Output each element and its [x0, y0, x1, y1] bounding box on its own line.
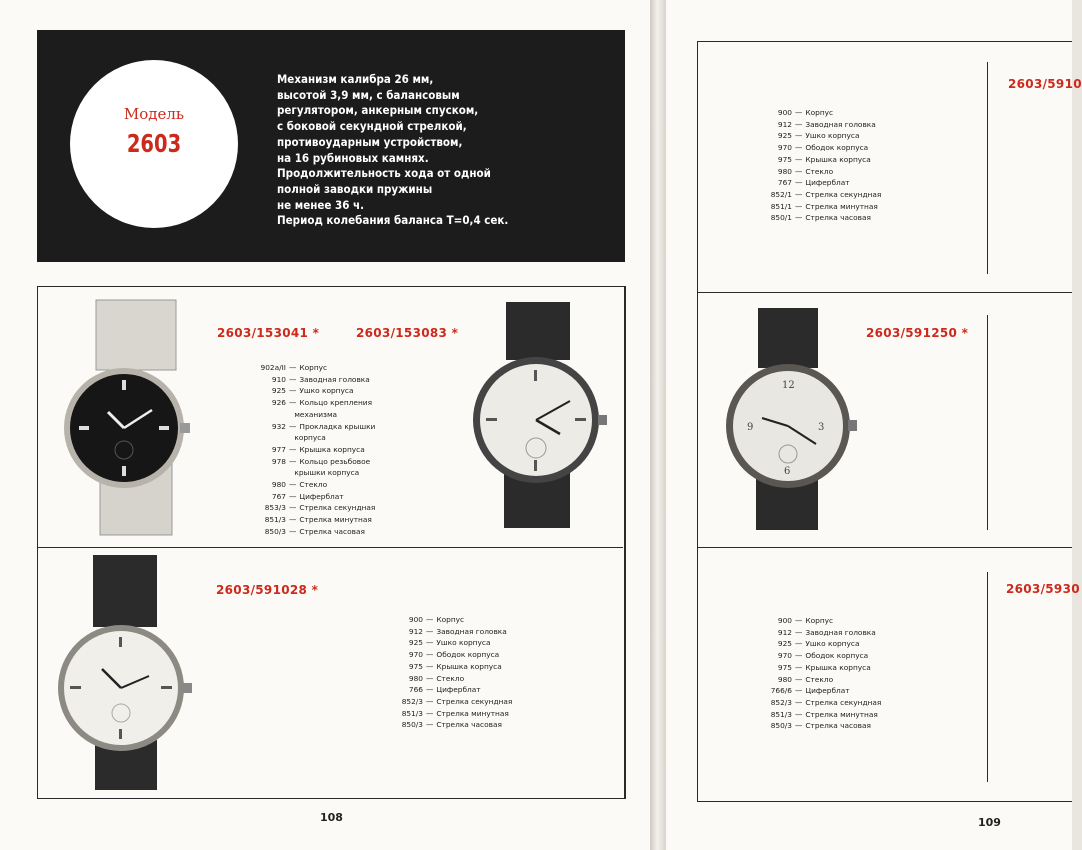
- watch-image-silver-dial: [55, 555, 197, 790]
- right-divider-1: [697, 292, 1072, 293]
- part-dash: —: [795, 697, 803, 707]
- part-name: Крышка корпуса: [436, 661, 502, 671]
- model-description: [277, 72, 577, 229]
- part-row: [393, 649, 512, 661]
- part-row: [762, 107, 881, 119]
- part-row: [256, 397, 375, 409]
- watch-code-5910: 2603/5910: [1008, 77, 1082, 91]
- part-row: [256, 409, 375, 421]
- part-dash: —: [795, 131, 803, 141]
- part-name: Стекло: [805, 674, 834, 684]
- part-row: [762, 212, 881, 224]
- part-name: Циферблат: [805, 178, 850, 188]
- right-frame-bottom: [697, 801, 1072, 802]
- part-name: Стрелка часовая: [805, 213, 871, 223]
- description-line: полной заводки пружины: [277, 181, 433, 196]
- part-number: 851/3: [264, 515, 286, 525]
- part-name: Ушко корпуса: [436, 638, 491, 648]
- part-number: 767: [271, 491, 286, 501]
- part-row: [393, 614, 512, 626]
- part-dash: —: [426, 638, 434, 648]
- part-row: [762, 685, 881, 697]
- part-row: [762, 177, 881, 189]
- part-number: 926: [271, 398, 286, 408]
- part-name: Стекло: [299, 480, 328, 490]
- part-dash: —: [289, 374, 297, 384]
- description-line: не менее 36 ч.: [277, 197, 365, 212]
- part-dash: —: [426, 661, 434, 671]
- description-line: регулятором, анкерным спуском,: [277, 103, 479, 118]
- part-name: Стекло: [805, 166, 834, 176]
- part-dash: —: [289, 386, 297, 396]
- part-dash: —: [289, 456, 297, 466]
- part-row: [256, 456, 375, 468]
- part-row: [256, 421, 375, 433]
- part-dash: —: [426, 708, 434, 718]
- part-dash: —: [289, 515, 297, 525]
- part-name: Стрелка минутная: [299, 515, 372, 525]
- part-name: Ушко корпуса: [805, 639, 860, 649]
- part-dash: [289, 409, 291, 421]
- svg-text:12: 12: [782, 380, 795, 391]
- part-row: [256, 491, 375, 503]
- part-name: Крышка корпуса: [299, 444, 365, 454]
- part-dash: —: [795, 143, 803, 153]
- right-frame-top: [697, 41, 1072, 42]
- part-row: [762, 650, 881, 662]
- part-number: [256, 432, 286, 444]
- part-number: 980: [271, 480, 286, 490]
- part-dash: —: [795, 201, 803, 211]
- part-number: 852/3: [401, 696, 423, 706]
- model-number: 2603: [126, 129, 182, 158]
- page-number-right: 109: [978, 816, 1001, 829]
- parts-list: [393, 614, 512, 731]
- part-name: Прокладка крышки: [299, 421, 376, 431]
- part-name: Стрелка секундная: [436, 696, 513, 706]
- part-row: [256, 374, 375, 386]
- part-dash: —: [795, 616, 803, 625]
- part-dash: —: [289, 480, 297, 490]
- part-number: 853/3: [264, 503, 286, 513]
- part-row: [762, 130, 881, 142]
- part-row: [256, 362, 375, 374]
- part-name: Стрелка часовая: [299, 526, 365, 536]
- part-row: [762, 119, 881, 131]
- part-row: [256, 526, 375, 538]
- right-inner-rule-3: [987, 572, 988, 782]
- description-line: противоударным устройством,: [277, 134, 463, 149]
- watch-image-arabic-dial: [720, 308, 860, 530]
- part-name: Заводная головка: [436, 626, 507, 636]
- part-number: 975: [408, 661, 423, 671]
- part-name: Ободок корпуса: [805, 651, 869, 661]
- part-dash: —: [289, 491, 297, 501]
- part-number: 970: [408, 650, 423, 660]
- part-name: Корпус: [805, 108, 834, 117]
- part-name: Стрелка секундная: [299, 503, 376, 513]
- svg-text:9: 9: [747, 422, 754, 433]
- part-number: 977: [271, 444, 286, 454]
- part-dash: —: [426, 626, 434, 636]
- part-number: 850/3: [770, 721, 792, 731]
- part-number: 912: [777, 119, 792, 129]
- part-name: Ушко корпуса: [805, 131, 860, 141]
- part-row: [393, 626, 512, 638]
- part-row: [762, 627, 881, 639]
- part-dash: —: [795, 166, 803, 176]
- part-row: [393, 637, 512, 649]
- part-number: 767: [777, 178, 792, 188]
- watch-code-591028: 2603/591028 *: [216, 583, 319, 597]
- part-dash: —: [289, 398, 297, 408]
- part-number: 766/6: [770, 686, 792, 696]
- description-line: Продолжительность хода от одной: [277, 166, 491, 181]
- part-row: [256, 479, 375, 491]
- part-number: 970: [777, 651, 792, 661]
- part-row: [393, 673, 512, 685]
- part-name: Корпус: [805, 616, 834, 625]
- part-row: [393, 696, 512, 708]
- part-dash: —: [795, 721, 803, 731]
- part-number: 850/3: [401, 720, 423, 730]
- part-dash: —: [289, 421, 297, 431]
- part-number: 851/1: [770, 201, 792, 211]
- book-gutter: [650, 0, 666, 850]
- part-row: [762, 697, 881, 709]
- page-number-left: 108: [320, 811, 343, 824]
- part-row: [762, 201, 881, 213]
- parts-list: [762, 615, 881, 732]
- parts-list: [762, 107, 881, 224]
- part-dash: [289, 432, 291, 444]
- part-name: Стрелка часовая: [805, 721, 871, 731]
- part-name: Ушко корпуса: [299, 386, 354, 396]
- part-name: Ободок корпуса: [805, 143, 869, 153]
- part-number: 980: [408, 673, 423, 683]
- part-row: [762, 709, 881, 721]
- part-dash: —: [795, 213, 803, 223]
- part-number: 932: [271, 421, 286, 431]
- svg-text:6: 6: [784, 466, 791, 477]
- left-divider: [38, 547, 623, 548]
- description-line: Период колебания баланса T=0,4 сек.: [277, 213, 509, 228]
- part-number: 900: [408, 615, 423, 624]
- description-line: Механизм калибра 26 мм,: [277, 72, 434, 86]
- part-number: 850/3: [264, 526, 286, 536]
- part-name: механизма: [294, 409, 338, 419]
- watch-image-white-dial: [466, 300, 612, 528]
- svg-text:3: 3: [818, 422, 825, 433]
- part-number: 925: [408, 638, 423, 648]
- part-dash: [289, 467, 291, 479]
- part-number: [256, 409, 286, 421]
- part-number: 975: [777, 662, 792, 672]
- part-row: [762, 615, 881, 627]
- part-name: Заводная головка: [299, 374, 370, 384]
- part-dash: —: [795, 674, 803, 684]
- part-dash: —: [795, 662, 803, 672]
- part-row: [393, 719, 512, 731]
- part-dash: —: [289, 503, 297, 513]
- part-number: 850/1: [770, 213, 792, 223]
- part-number: 851/3: [401, 708, 423, 718]
- part-name: Стрелка секундная: [805, 189, 882, 199]
- part-name: Стекло: [436, 673, 465, 683]
- part-number: 766: [408, 685, 423, 695]
- part-row: [256, 385, 375, 397]
- part-dash: —: [795, 154, 803, 164]
- part-name: Стрелка секундная: [805, 697, 882, 707]
- part-name: Циферблат: [299, 491, 344, 501]
- part-name: Циферблат: [436, 685, 481, 695]
- part-number: 900: [777, 616, 792, 625]
- part-dash: —: [289, 363, 297, 372]
- part-name: Корпус: [436, 615, 465, 624]
- left-inner-rule: [624, 286, 625, 798]
- part-dash: —: [426, 650, 434, 660]
- description-line: на 16 рубиновых камнях.: [277, 150, 429, 165]
- part-name: Кольцо резьбовое: [299, 456, 371, 466]
- part-row: [762, 142, 881, 154]
- part-number: 912: [777, 627, 792, 637]
- right-frame-left: [697, 41, 698, 801]
- part-name: Стрелка минутная: [805, 709, 878, 719]
- part-row: [762, 662, 881, 674]
- part-row: [762, 638, 881, 650]
- part-dash: —: [426, 673, 434, 683]
- part-name: Стрелка минутная: [805, 201, 878, 211]
- part-number: 852/1: [770, 189, 792, 199]
- part-name: Крышка корпуса: [805, 154, 871, 164]
- part-number: 902а/II: [260, 363, 286, 372]
- part-row: [762, 166, 881, 178]
- part-name: корпуса: [294, 433, 326, 443]
- watch-code-153083: 2603/153083 *: [356, 326, 459, 340]
- part-dash: —: [795, 651, 803, 661]
- watch-code-5930: 2603/5930: [1006, 582, 1080, 596]
- part-name: Стрелка часовая: [436, 720, 502, 730]
- right-inner-rule-2: [987, 315, 988, 530]
- part-number: 925: [271, 386, 286, 396]
- part-row: [256, 502, 375, 514]
- watch-code-591250: 2603/591250 *: [866, 326, 969, 340]
- part-name: Заводная головка: [805, 627, 876, 637]
- part-row: [256, 514, 375, 526]
- part-number: 970: [777, 143, 792, 153]
- watch-code-153041: 2603/153041 *: [217, 326, 320, 340]
- part-dash: —: [795, 119, 803, 129]
- part-row: [256, 467, 375, 479]
- part-number: 912: [408, 626, 423, 636]
- part-name: крышки корпуса: [294, 468, 360, 478]
- part-dash: —: [795, 686, 803, 696]
- part-number: [256, 467, 286, 479]
- part-name: Корпус: [299, 363, 328, 372]
- part-name: Заводная головка: [805, 119, 876, 129]
- part-dash: —: [795, 189, 803, 199]
- part-dash: —: [289, 526, 297, 536]
- part-name: Стрелка минутная: [436, 708, 509, 718]
- part-dash: —: [795, 108, 803, 117]
- part-number: 852/3: [770, 697, 792, 707]
- part-row: [393, 661, 512, 673]
- part-name: Ободок корпуса: [436, 650, 500, 660]
- part-dash: —: [426, 615, 434, 624]
- part-number: 851/3: [770, 709, 792, 719]
- part-row: [762, 189, 881, 201]
- description-line: с боковой секундной стрелкой,: [277, 119, 467, 134]
- part-number: 975: [777, 154, 792, 164]
- part-number: 925: [777, 639, 792, 649]
- description-line: высотой 3,9 мм, с балансовым: [277, 87, 460, 102]
- parts-list: [256, 362, 375, 538]
- part-dash: —: [426, 720, 434, 730]
- part-dash: —: [426, 685, 434, 695]
- part-number: 980: [777, 166, 792, 176]
- right-inner-rule-1: [987, 62, 988, 274]
- part-number: 980: [777, 674, 792, 684]
- watch-image-black-dial: [62, 300, 210, 535]
- part-name: Циферблат: [805, 686, 850, 696]
- part-number: 910: [271, 374, 286, 384]
- part-number: 925: [777, 131, 792, 141]
- part-number: 978: [271, 456, 286, 466]
- part-dash: —: [795, 627, 803, 637]
- part-row: [762, 720, 881, 732]
- part-row: [256, 432, 375, 444]
- part-dash: —: [795, 639, 803, 649]
- part-row: [393, 684, 512, 696]
- part-row: [256, 444, 375, 456]
- model-badge: [70, 60, 238, 228]
- part-number: 900: [777, 108, 792, 117]
- part-row: [393, 708, 512, 720]
- model-label: Модель: [123, 105, 185, 123]
- part-dash: —: [795, 178, 803, 188]
- part-name: Кольцо крепления: [299, 398, 373, 408]
- right-divider-2: [697, 547, 1072, 548]
- part-dash: —: [289, 444, 297, 454]
- part-row: [762, 674, 881, 686]
- part-dash: —: [795, 709, 803, 719]
- part-row: [762, 154, 881, 166]
- part-name: Крышка корпуса: [805, 662, 871, 672]
- part-dash: —: [426, 696, 434, 706]
